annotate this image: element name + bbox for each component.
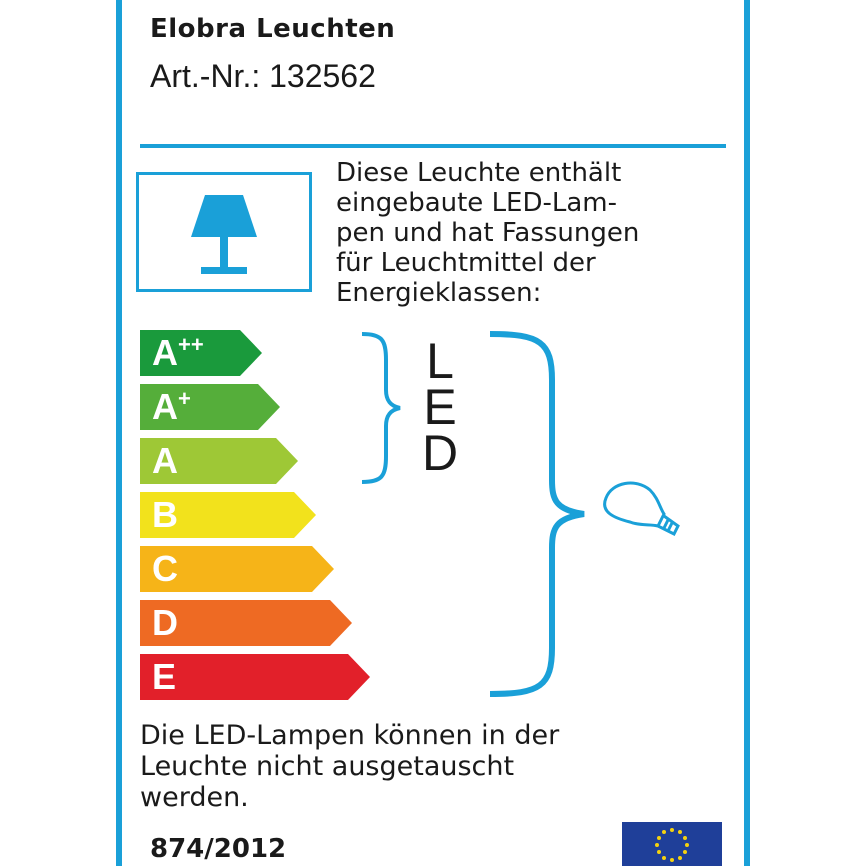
led-letter: D [421,425,459,481]
class-superscript: ++ [178,332,204,357]
footer-line: werden. [140,782,249,813]
class-letter: A [152,332,178,373]
led-letter: L [426,333,454,389]
class-superscript: + [178,386,191,411]
intro-line: pen und hat Fassungen [336,218,640,248]
table-lamp-icon [139,175,309,289]
intro-line: Energieklassen: [336,278,542,308]
class-letter: E [152,656,177,697]
class-letter: D [152,602,178,643]
label-border-left [116,0,122,866]
class-letter: C [152,548,178,589]
large-brace [490,334,584,694]
intro-line: Diese Leuchte enthält [336,158,622,188]
eu-flag-icon [622,822,722,866]
class-letter: A [152,440,178,481]
intro-line: für Leuchtmittel der [336,248,596,278]
small-brace [362,334,400,482]
footer-line: Leuchte nicht ausgetauscht [140,751,515,782]
article-number: Art.-Nr.: 132562 [150,58,376,94]
light-bulb-icon [605,483,678,534]
footer-text [140,720,740,813]
intro-line: eingebaute LED-Lam- [336,188,618,218]
divider [140,144,726,148]
supplier-name: Elobra Leuchten [150,14,396,44]
led-label [412,333,468,481]
intro-text [336,158,736,308]
class-letter: B [152,494,178,535]
led-letter: E [423,379,457,435]
lamp-pictogram [136,172,312,292]
label-border-right [744,0,750,866]
footer-line: Die LED-Lampen können in der [140,720,560,751]
regulation-number: 874/2012 [150,834,287,864]
class-letter: A [152,386,178,427]
